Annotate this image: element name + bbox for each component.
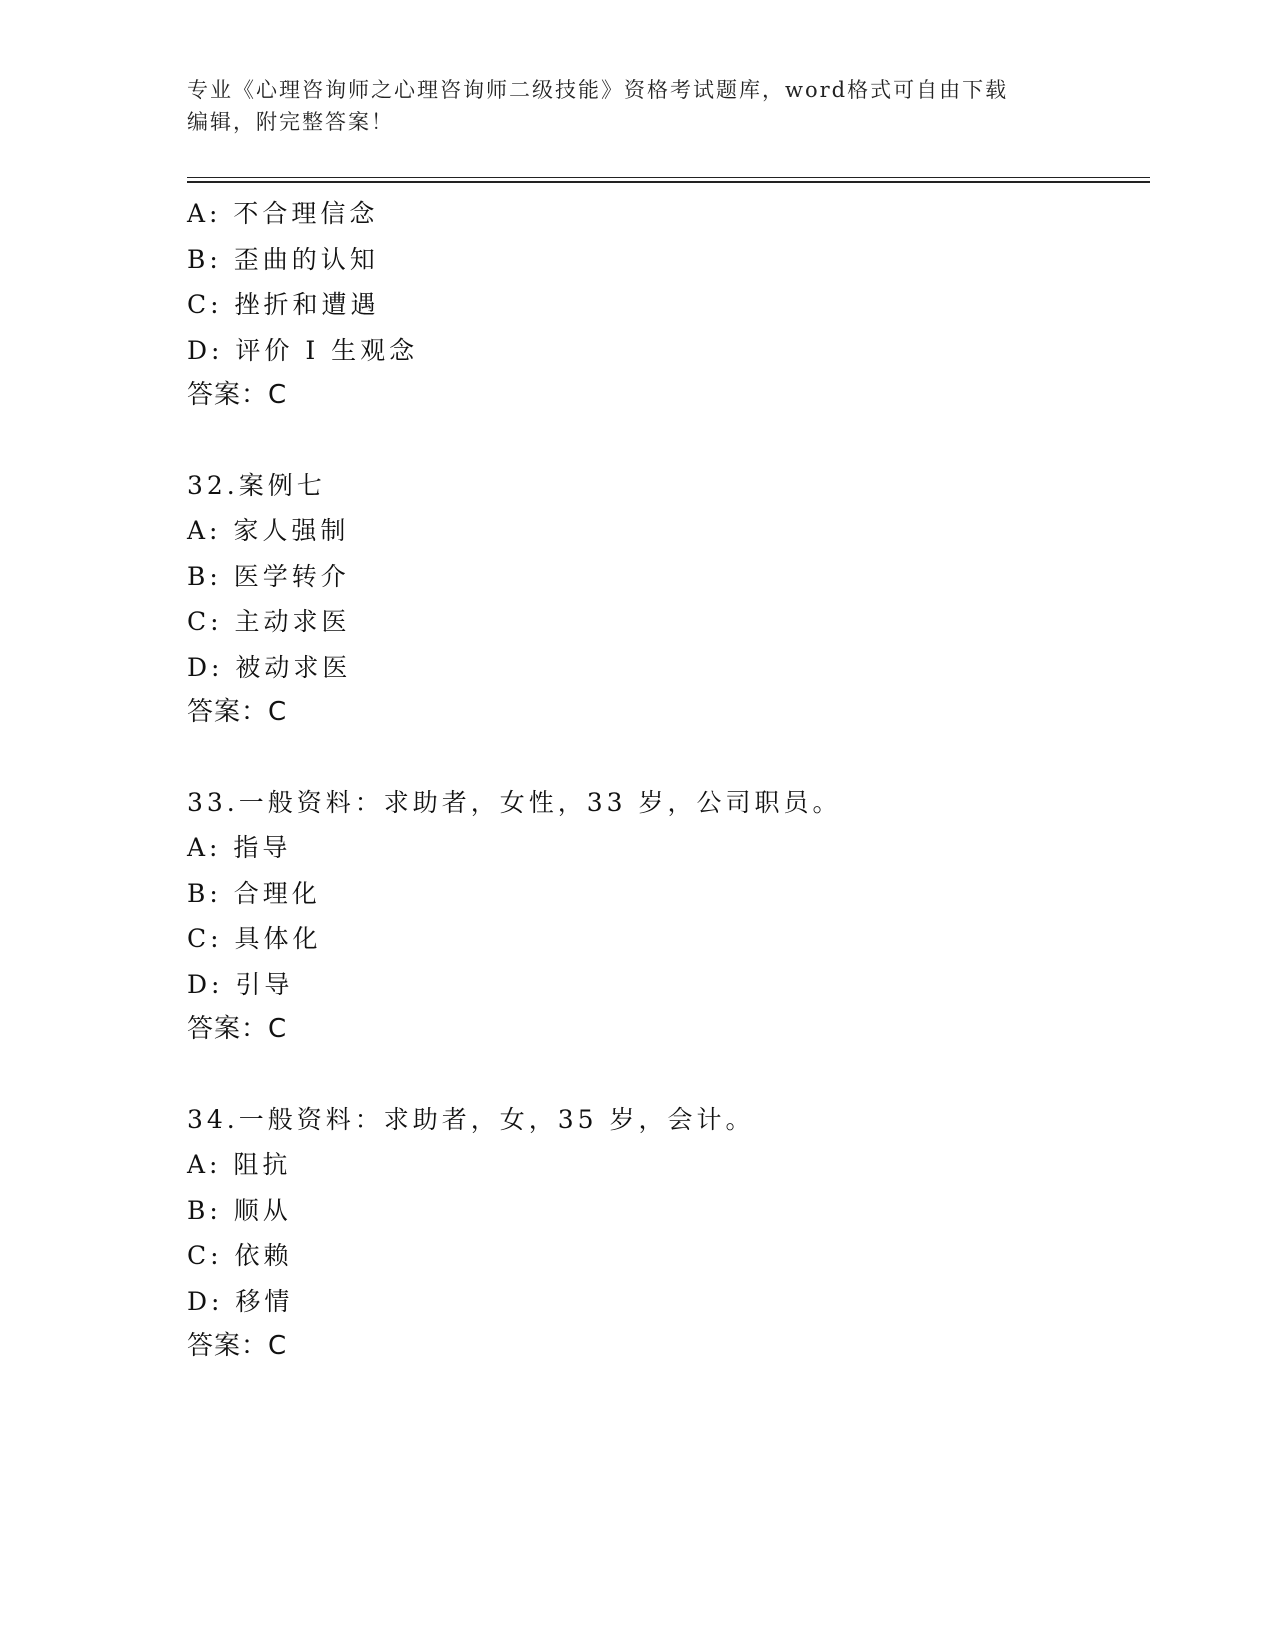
question-list xyxy=(187,191,1147,1370)
document-header xyxy=(187,74,1087,138)
option-c: C: 依赖 xyxy=(187,1241,293,1270)
option-a: A: 指导 xyxy=(187,833,292,862)
option-a: A: 不合理信念 xyxy=(187,199,379,228)
option-b: B: 合理化 xyxy=(187,878,321,908)
question-stem: 32.案例七 xyxy=(187,470,326,500)
header-line-2: 编辑，附完整答案！ xyxy=(187,110,394,134)
option-d: D: 评价 I 生观念 xyxy=(187,335,419,365)
answer-line: 答案：C xyxy=(187,697,288,727)
answer-line: 答案：C xyxy=(187,380,288,410)
option-d: D: 被动求医 xyxy=(187,652,352,682)
option-d: D: 引导 xyxy=(187,969,294,999)
option-c: C: 挫折和遭遇 xyxy=(187,290,380,319)
header-divider-thin xyxy=(187,177,1150,178)
header-line-1: 专业《心理咨询师之心理咨询师二级技能》资格考试题库，word格式可自由下载 xyxy=(187,78,1009,102)
option-c: C: 主动求医 xyxy=(187,607,351,636)
question-32 xyxy=(187,463,1147,736)
option-d: D: 移情 xyxy=(187,1286,294,1316)
option-b: B: 医学转介 xyxy=(187,561,350,591)
option-c: C: 具体化 xyxy=(187,924,322,953)
question-33 xyxy=(187,780,1147,1053)
option-a: A: 阻抗 xyxy=(187,1150,292,1179)
question-block-continued xyxy=(187,191,1147,419)
option-b: B: 歪曲的认知 xyxy=(187,244,379,274)
question-34 xyxy=(187,1097,1147,1370)
answer-line: 答案：C xyxy=(187,1331,288,1361)
question-stem: 34.一般资料：求助者，女，35 岁，会计。 xyxy=(187,1104,755,1134)
question-stem: 33.一般资料：求助者，女性，33 岁，公司职员。 xyxy=(187,787,842,817)
header-divider-thick xyxy=(187,181,1150,183)
answer-line: 答案：C xyxy=(187,1014,288,1044)
option-a: A: 家人强制 xyxy=(187,516,350,545)
option-b: B: 顺从 xyxy=(187,1195,292,1225)
